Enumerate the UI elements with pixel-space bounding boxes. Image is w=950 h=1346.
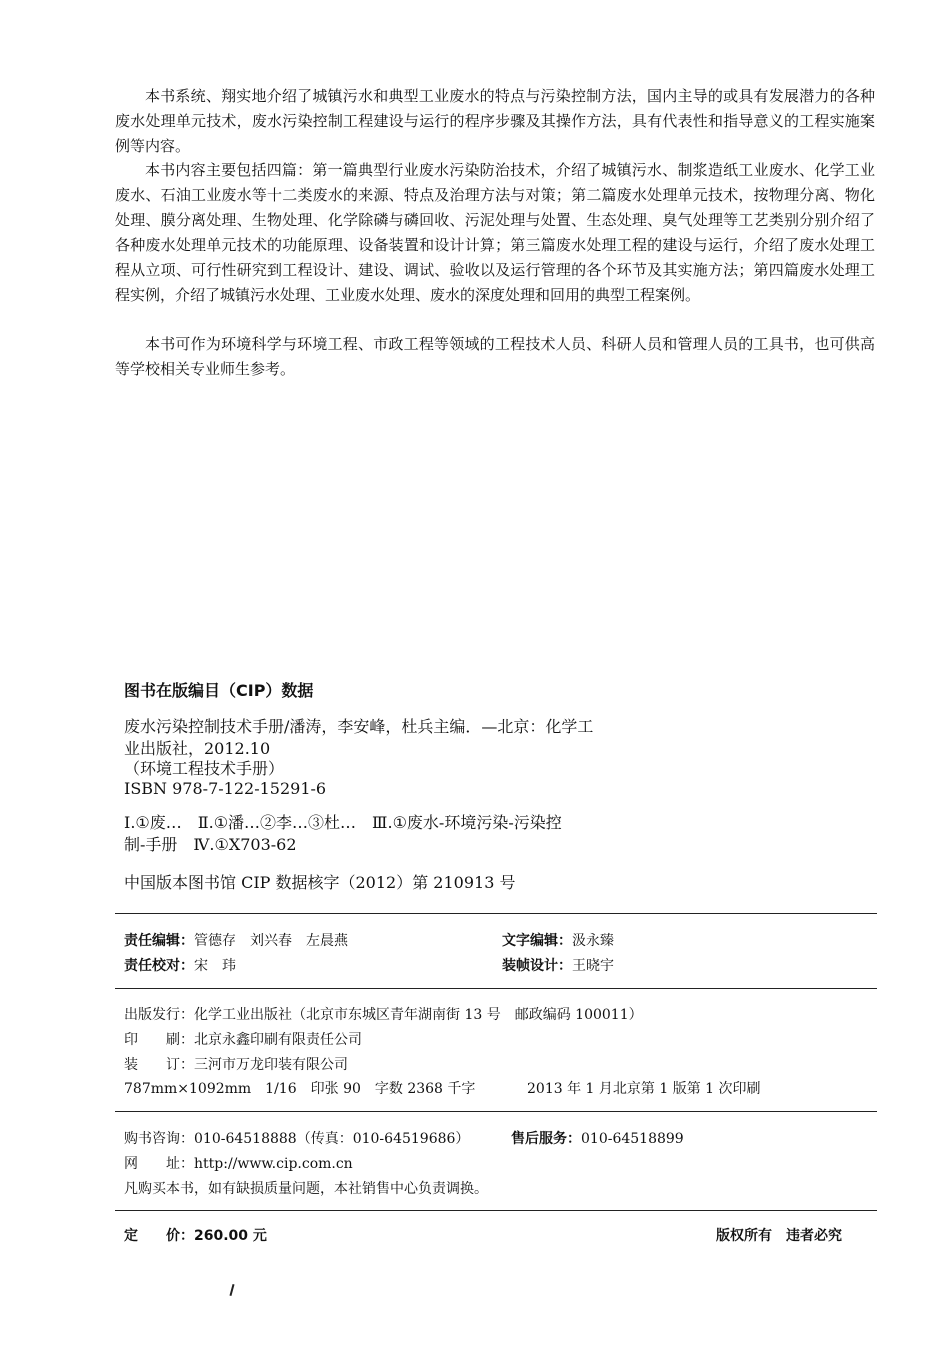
book-spec: 787mm×1092mm 1/16 印张 90 字数 2368 千字 <box>124 1081 476 1097</box>
designer-label: 装帧设计： <box>502 958 572 974</box>
website-row <box>124 1153 353 1173</box>
cip-isbn: ISBN 978-7-122-15291-6 <box>124 779 327 798</box>
purchase-label: 购书咨询： <box>124 1131 194 1147</box>
editor-value: 管德存 刘兴春 左晨燕 <box>194 933 348 949</box>
proofreader-row <box>124 955 236 975</box>
copyright-notice: 版权所有 违者必究 <box>716 1228 842 1244</box>
text-editor-row <box>502 930 614 950</box>
publisher-row <box>124 1004 643 1024</box>
printer-label: 印 刷： <box>124 1032 194 1048</box>
service-label: 售后服务： <box>511 1131 581 1147</box>
proofreader-value: 宋 玮 <box>194 958 236 974</box>
cip-classification-1: Ⅰ.①废… Ⅱ.①潘…②李…③杜… Ⅲ.①废水-环境污染-污染控 <box>124 813 562 832</box>
publisher-label: 出版发行： <box>124 1007 194 1023</box>
divider <box>115 1111 877 1112</box>
editor-label: 责任编辑： <box>124 933 194 949</box>
proofreader-label: 责任校对： <box>124 958 194 974</box>
binder-row <box>124 1054 348 1074</box>
return-notice: 凡购买本书，如有缺损质量问题，本社销售中心负责调换。 <box>124 1181 488 1197</box>
binder-value: 三河市万龙印装有限公司 <box>194 1057 348 1073</box>
service-value: 010-64518899 <box>581 1131 684 1147</box>
purchase-row <box>124 1128 469 1148</box>
editor-row <box>124 930 348 950</box>
edition-info: 2013 年 1 月北京第 1 版第 1 次印刷 <box>527 1081 761 1097</box>
printer-value: 北京永鑫印刷有限责任公司 <box>194 1032 362 1048</box>
service-row <box>511 1128 684 1148</box>
description-paragraph-3: 本书可作为环境科学与环境工程、市政工程等领域的工程技术人员、科研人员和管理人员的工具书，也可供高等学校相关专业师生参考。 <box>115 335 875 378</box>
scan-mark <box>229 1284 234 1296</box>
designer-value: 王晓宇 <box>572 958 614 974</box>
cip-title: 图书在版编目（CIP）数据 <box>124 681 314 700</box>
cip-line-3: （环境工程技术手册） <box>124 759 285 778</box>
description-paragraph-2: 本书内容主要包括四篇：第一篇典型行业废水污染防治技术，介绍了城镇污水、制浆造纸工业废水、化学工业废水、石油工业废水等十二类废水的来源、特点及治理方法与对策；第二篇废水处理单元技术，按物理分离、物化处理、膜分离处理、生物处理、化学除磷与磷回收、污泥处理与处置、生态处理、臭气处理等工艺类别分别介绍了各种废水处理单元技术的功能原理、设备装置和设计计算；第三篇废水处理工程的建设与运行，介绍了废水处理工程从立项、可行性研究到工程设计、建设、调试、验收以及运行管理的各个环节及其实施方法；第四篇废水处理工程实例，介绍了城镇污水处理、工业废水处理、废水的深度处理和回用的典型工程案例。 <box>115 161 875 304</box>
divider <box>115 1210 877 1211</box>
purchase-value: 010-64518888（传真：010-64519686） <box>194 1131 470 1147</box>
website-label: 网 址： <box>124 1156 194 1172</box>
description-paragraph-1: 本书系统、翔实地介绍了城镇污水和典型工业废水的特点与污染控制方法，国内主导的或具有发展潜力的各种废水处理单元技术，废水污染控制工程建设与运行的程序步骤及其操作方法，具有代表性和指导意义的工程实施案例等内容。 <box>115 87 875 155</box>
binder-label: 装 订： <box>124 1057 194 1073</box>
printer-row <box>124 1029 362 1049</box>
divider <box>115 988 877 989</box>
website-value: http://www.cip.com.cn <box>194 1156 353 1172</box>
cip-line-1: 废水污染控制技术手册/潘涛，李安峰，杜兵主编．—北京：化学工 <box>124 717 594 736</box>
cip-line-2: 业出版社，2012.10 <box>124 739 271 758</box>
designer-row <box>502 955 614 975</box>
divider <box>115 913 877 914</box>
cip-record-number: 中国版本图书馆 CIP 数据核字（2012）第 210913 号 <box>124 873 516 892</box>
price: 定 价：260.00 元 <box>124 1228 267 1244</box>
text-editor-label: 文字编辑： <box>502 933 572 949</box>
text-editor-value: 汲永臻 <box>572 933 614 949</box>
publisher-value: 化学工业出版社（北京市东城区青年湖南街 13 号 邮政编码 100011） <box>194 1007 643 1023</box>
cip-classification-2: 制-手册 Ⅳ.①X703-62 <box>124 835 297 854</box>
